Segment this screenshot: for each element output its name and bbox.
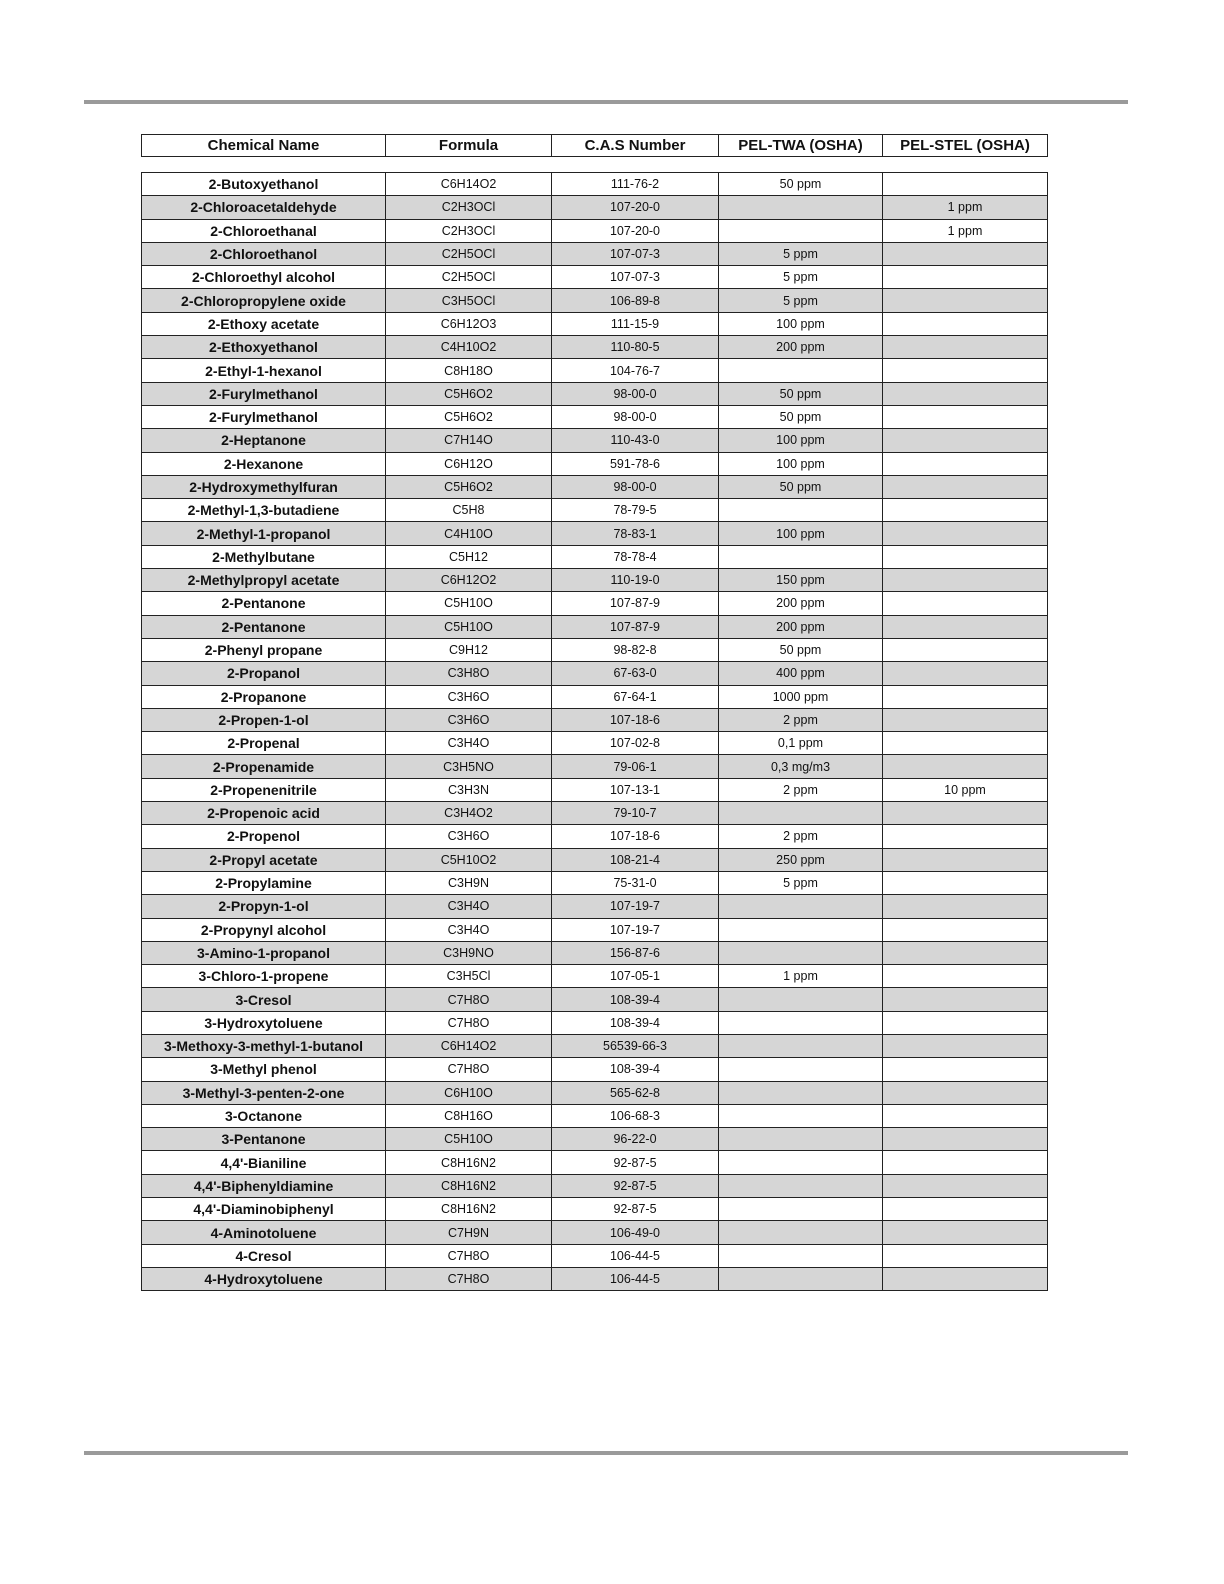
pel-stel-cell bbox=[883, 1034, 1048, 1057]
pel-twa-cell bbox=[719, 1151, 883, 1174]
chemical-name-cell: 4,4'-Bianiline bbox=[142, 1151, 386, 1174]
cas-number-cell: 96-22-0 bbox=[552, 1128, 719, 1151]
chemical-name-cell: 3-Methyl-3-penten-2-one bbox=[142, 1081, 386, 1104]
chemical-name-cell: 2-Chloroethyl alcohol bbox=[142, 266, 386, 289]
pel-twa-cell bbox=[719, 1128, 883, 1151]
pel-twa-cell: 2 ppm bbox=[719, 825, 883, 848]
pel-twa-cell bbox=[719, 941, 883, 964]
table-row bbox=[142, 871, 1048, 894]
formula-cell: C3H4O bbox=[386, 732, 552, 755]
cas-number-cell: 106-89-8 bbox=[552, 289, 719, 312]
cas-number-cell: 107-07-3 bbox=[552, 266, 719, 289]
formula-cell: C3H5Cl bbox=[386, 965, 552, 988]
pel-stel-cell: 10 ppm bbox=[883, 778, 1048, 801]
pel-stel-cell bbox=[883, 522, 1048, 545]
pel-stel-cell bbox=[883, 732, 1048, 755]
chemical-name-cell: 2-Propenol bbox=[142, 825, 386, 848]
formula-cell: C4H10O2 bbox=[386, 336, 552, 359]
chemical-name-cell: 2-Propanone bbox=[142, 685, 386, 708]
table-row bbox=[142, 965, 1048, 988]
cas-number-cell: 110-80-5 bbox=[552, 336, 719, 359]
cas-number-cell: 107-05-1 bbox=[552, 965, 719, 988]
cas-number-cell: 79-06-1 bbox=[552, 755, 719, 778]
table-row bbox=[142, 755, 1048, 778]
pel-stel-cell bbox=[883, 965, 1048, 988]
pel-stel-cell bbox=[883, 941, 1048, 964]
table-row bbox=[142, 499, 1048, 522]
cas-number-cell: 111-15-9 bbox=[552, 312, 719, 335]
chemical-name-cell: 2-Methylbutane bbox=[142, 545, 386, 568]
table-header bbox=[141, 134, 1048, 157]
pel-twa-cell bbox=[719, 1058, 883, 1081]
table-row bbox=[142, 941, 1048, 964]
table-row bbox=[142, 1011, 1048, 1034]
pel-twa-cell: 150 ppm bbox=[719, 569, 883, 592]
pel-twa-cell bbox=[719, 1244, 883, 1267]
formula-cell: C7H14O bbox=[386, 429, 552, 452]
table-row bbox=[142, 1221, 1048, 1244]
cas-number-cell: 108-21-4 bbox=[552, 848, 719, 871]
cas-number-cell: 107-20-0 bbox=[552, 196, 719, 219]
formula-cell: C8H16N2 bbox=[386, 1198, 552, 1221]
chemical-name-cell: 4,4'-Biphenyldiamine bbox=[142, 1174, 386, 1197]
pel-stel-cell bbox=[883, 592, 1048, 615]
table-row bbox=[142, 1128, 1048, 1151]
cas-number-cell: 98-00-0 bbox=[552, 405, 719, 428]
formula-cell: C5H10O bbox=[386, 615, 552, 638]
cas-number-cell: 108-39-4 bbox=[552, 1058, 719, 1081]
pel-twa-cell bbox=[719, 895, 883, 918]
table-row bbox=[142, 242, 1048, 265]
pel-stel-cell bbox=[883, 1128, 1048, 1151]
formula-cell: C6H10O bbox=[386, 1081, 552, 1104]
pel-twa-cell: 400 ppm bbox=[719, 662, 883, 685]
header-pel-stel: PEL-STEL (OSHA) bbox=[883, 135, 1048, 157]
formula-cell: C5H10O bbox=[386, 592, 552, 615]
table-row bbox=[142, 1081, 1048, 1104]
cas-number-cell: 106-44-5 bbox=[552, 1244, 719, 1267]
table-row bbox=[142, 685, 1048, 708]
chemical-name-cell: 2-Propen-1-ol bbox=[142, 708, 386, 731]
pel-stel-cell bbox=[883, 1174, 1048, 1197]
formula-cell: C6H12O bbox=[386, 452, 552, 475]
table-row bbox=[142, 312, 1048, 335]
cas-number-cell: 92-87-5 bbox=[552, 1151, 719, 1174]
cas-number-cell: 107-20-0 bbox=[552, 219, 719, 242]
cas-number-cell: 107-02-8 bbox=[552, 732, 719, 755]
pel-stel-cell bbox=[883, 1081, 1048, 1104]
cas-number-cell: 67-64-1 bbox=[552, 685, 719, 708]
pel-twa-cell: 200 ppm bbox=[719, 615, 883, 638]
table-row bbox=[142, 732, 1048, 755]
chemical-name-cell: 2-Methylpropyl acetate bbox=[142, 569, 386, 592]
pel-twa-cell: 50 ppm bbox=[719, 382, 883, 405]
pel-twa-cell: 0,1 ppm bbox=[719, 732, 883, 755]
header-pel-twa: PEL-TWA (OSHA) bbox=[719, 135, 883, 157]
table-row bbox=[142, 1174, 1048, 1197]
pel-twa-cell: 1 ppm bbox=[719, 965, 883, 988]
cas-number-cell: 106-49-0 bbox=[552, 1221, 719, 1244]
pel-stel-cell bbox=[883, 1151, 1048, 1174]
pel-stel-cell bbox=[883, 708, 1048, 731]
pel-stel-cell bbox=[883, 988, 1048, 1011]
pel-twa-cell: 2 ppm bbox=[719, 778, 883, 801]
pel-stel-cell bbox=[883, 802, 1048, 825]
table-row bbox=[142, 592, 1048, 615]
table-row bbox=[142, 1058, 1048, 1081]
bottom-rule bbox=[84, 1451, 1128, 1455]
pel-twa-cell bbox=[719, 918, 883, 941]
table-row bbox=[142, 429, 1048, 452]
cas-number-cell: 107-87-9 bbox=[552, 592, 719, 615]
formula-cell: C7H8O bbox=[386, 1267, 552, 1290]
cas-number-cell: 107-13-1 bbox=[552, 778, 719, 801]
chemical-name-cell: 2-Chloroethanol bbox=[142, 242, 386, 265]
chemical-name-cell: 2-Propenal bbox=[142, 732, 386, 755]
chemical-name-cell: 2-Heptanone bbox=[142, 429, 386, 452]
cas-number-cell: 67-63-0 bbox=[552, 662, 719, 685]
table-row bbox=[142, 1267, 1048, 1290]
pel-twa-cell: 100 ppm bbox=[719, 429, 883, 452]
table-row bbox=[142, 1034, 1048, 1057]
table-row bbox=[142, 895, 1048, 918]
table-row bbox=[142, 988, 1048, 1011]
table-row bbox=[142, 219, 1048, 242]
chemical-name-cell: 4-Cresol bbox=[142, 1244, 386, 1267]
formula-cell: C7H8O bbox=[386, 1244, 552, 1267]
chemical-name-cell: 2-Pentanone bbox=[142, 592, 386, 615]
table-row bbox=[142, 638, 1048, 661]
pel-twa-cell: 2 ppm bbox=[719, 708, 883, 731]
table-row bbox=[142, 452, 1048, 475]
chemical-name-cell: 2-Propenoic acid bbox=[142, 802, 386, 825]
pel-twa-cell: 100 ppm bbox=[719, 452, 883, 475]
pel-stel-cell bbox=[883, 685, 1048, 708]
chemical-name-cell: 4-Hydroxytoluene bbox=[142, 1267, 386, 1290]
formula-cell: C6H14O2 bbox=[386, 173, 552, 196]
formula-cell: C4H10O bbox=[386, 522, 552, 545]
cas-number-cell: 92-87-5 bbox=[552, 1198, 719, 1221]
chemical-name-cell: 2-Furylmethanol bbox=[142, 405, 386, 428]
table-row bbox=[142, 522, 1048, 545]
top-rule bbox=[84, 100, 1128, 104]
formula-cell: C8H16N2 bbox=[386, 1151, 552, 1174]
pel-twa-cell: 200 ppm bbox=[719, 592, 883, 615]
table-row bbox=[142, 475, 1048, 498]
table-row bbox=[142, 545, 1048, 568]
cas-number-cell: 104-76-7 bbox=[552, 359, 719, 382]
pel-stel-cell bbox=[883, 266, 1048, 289]
formula-cell: C8H16N2 bbox=[386, 1174, 552, 1197]
pel-twa-cell bbox=[719, 1081, 883, 1104]
pel-stel-cell bbox=[883, 848, 1048, 871]
table-row bbox=[142, 359, 1048, 382]
pel-stel-cell bbox=[883, 173, 1048, 196]
cas-number-cell: 75-31-0 bbox=[552, 871, 719, 894]
table-row bbox=[142, 569, 1048, 592]
header-chemical-name: Chemical Name bbox=[142, 135, 386, 157]
cas-number-cell: 107-19-7 bbox=[552, 895, 719, 918]
formula-cell: C2H3OCl bbox=[386, 196, 552, 219]
pel-stel-cell bbox=[883, 895, 1048, 918]
cas-number-cell: 78-78-4 bbox=[552, 545, 719, 568]
chemical-name-cell: 2-Methyl-1,3-butadiene bbox=[142, 499, 386, 522]
cas-number-cell: 98-00-0 bbox=[552, 475, 719, 498]
chemical-name-cell: 3-Octanone bbox=[142, 1104, 386, 1127]
chemical-name-cell: 2-Propanol bbox=[142, 662, 386, 685]
formula-cell: C2H5OCl bbox=[386, 266, 552, 289]
chemical-name-cell: 2-Ethoxyethanol bbox=[142, 336, 386, 359]
formula-cell: C7H9N bbox=[386, 1221, 552, 1244]
cas-number-cell: 78-79-5 bbox=[552, 499, 719, 522]
pel-twa-cell: 100 ppm bbox=[719, 312, 883, 335]
pel-twa-cell bbox=[719, 1011, 883, 1034]
chemical-name-cell: 2-Chloropropylene oxide bbox=[142, 289, 386, 312]
cas-number-cell: 92-87-5 bbox=[552, 1174, 719, 1197]
pel-twa-cell bbox=[719, 499, 883, 522]
formula-cell: C3H4O bbox=[386, 895, 552, 918]
table-row bbox=[142, 802, 1048, 825]
pel-stel-cell bbox=[883, 382, 1048, 405]
chemical-name-cell: 2-Chloroethanal bbox=[142, 219, 386, 242]
pel-twa-cell: 0,3 mg/m3 bbox=[719, 755, 883, 778]
formula-cell: C5H6O2 bbox=[386, 405, 552, 428]
pel-twa-cell: 50 ppm bbox=[719, 405, 883, 428]
pel-stel-cell bbox=[883, 615, 1048, 638]
formula-cell: C3H6O bbox=[386, 708, 552, 731]
cas-number-cell: 107-18-6 bbox=[552, 708, 719, 731]
pel-twa-cell: 200 ppm bbox=[719, 336, 883, 359]
pel-twa-cell bbox=[719, 219, 883, 242]
pel-twa-cell: 50 ppm bbox=[719, 638, 883, 661]
pel-twa-cell: 100 ppm bbox=[719, 522, 883, 545]
pel-twa-cell bbox=[719, 1104, 883, 1127]
pel-stel-cell bbox=[883, 871, 1048, 894]
chemical-name-cell: 4-Aminotoluene bbox=[142, 1221, 386, 1244]
pel-stel-cell bbox=[883, 312, 1048, 335]
chemical-name-cell: 2-Pentanone bbox=[142, 615, 386, 638]
table-row bbox=[142, 778, 1048, 801]
pel-stel-cell bbox=[883, 1058, 1048, 1081]
formula-cell: C3H8O bbox=[386, 662, 552, 685]
table-row bbox=[142, 848, 1048, 871]
pel-stel-cell bbox=[883, 475, 1048, 498]
formula-cell: C3H4O bbox=[386, 918, 552, 941]
formula-cell: C6H12O3 bbox=[386, 312, 552, 335]
pel-twa-cell: 5 ppm bbox=[719, 266, 883, 289]
formula-cell: C7H8O bbox=[386, 988, 552, 1011]
pel-stel-cell bbox=[883, 405, 1048, 428]
chemical-name-cell: 3-Chloro-1-propene bbox=[142, 965, 386, 988]
table-row bbox=[142, 1151, 1048, 1174]
cas-number-cell: 98-82-8 bbox=[552, 638, 719, 661]
chemical-name-cell: 2-Furylmethanol bbox=[142, 382, 386, 405]
pel-twa-cell: 50 ppm bbox=[719, 475, 883, 498]
chemical-name-cell: 3-Hydroxytoluene bbox=[142, 1011, 386, 1034]
pel-stel-cell bbox=[883, 429, 1048, 452]
header-formula: Formula bbox=[386, 135, 552, 157]
chemical-name-cell: 2-Ethoxy acetate bbox=[142, 312, 386, 335]
table-row bbox=[142, 289, 1048, 312]
cas-number-cell: 156-87-6 bbox=[552, 941, 719, 964]
cas-number-cell: 591-78-6 bbox=[552, 452, 719, 475]
table-row bbox=[142, 825, 1048, 848]
cas-number-cell: 107-19-7 bbox=[552, 918, 719, 941]
chemical-name-cell: 2-Chloroacetaldehyde bbox=[142, 196, 386, 219]
table-row bbox=[142, 615, 1048, 638]
chemical-name-cell: 2-Propylamine bbox=[142, 871, 386, 894]
chemical-table bbox=[141, 172, 1048, 1291]
formula-cell: C3H4O2 bbox=[386, 802, 552, 825]
pel-twa-cell bbox=[719, 196, 883, 219]
table-row bbox=[142, 918, 1048, 941]
pel-stel-cell bbox=[883, 755, 1048, 778]
formula-cell: C5H10O2 bbox=[386, 848, 552, 871]
chemical-name-cell: 2-Hexanone bbox=[142, 452, 386, 475]
cas-number-cell: 107-87-9 bbox=[552, 615, 719, 638]
formula-cell: C3H6O bbox=[386, 825, 552, 848]
chemical-name-cell: 3-Cresol bbox=[142, 988, 386, 1011]
formula-cell: C5H10O bbox=[386, 1128, 552, 1151]
pel-twa-cell: 5 ppm bbox=[719, 242, 883, 265]
chemical-name-cell: 2-Ethyl-1-hexanol bbox=[142, 359, 386, 382]
pel-twa-cell bbox=[719, 1198, 883, 1221]
cas-number-cell: 106-68-3 bbox=[552, 1104, 719, 1127]
cas-number-cell: 565-62-8 bbox=[552, 1081, 719, 1104]
formula-cell: C5H12 bbox=[386, 545, 552, 568]
chemical-name-cell: 3-Methoxy-3-methyl-1-butanol bbox=[142, 1034, 386, 1057]
table-row bbox=[142, 1198, 1048, 1221]
chemical-name-cell: 2-Hydroxymethylfuran bbox=[142, 475, 386, 498]
formula-cell: C3H5NO bbox=[386, 755, 552, 778]
formula-cell: C3H5OCl bbox=[386, 289, 552, 312]
pel-twa-cell bbox=[719, 1267, 883, 1290]
pel-twa-cell bbox=[719, 1221, 883, 1244]
chemical-name-cell: 2-Methyl-1-propanol bbox=[142, 522, 386, 545]
cas-number-cell: 107-18-6 bbox=[552, 825, 719, 848]
table-row bbox=[142, 1104, 1048, 1127]
formula-cell: C9H12 bbox=[386, 638, 552, 661]
table-row bbox=[142, 266, 1048, 289]
chemical-name-cell: 2-Propenamide bbox=[142, 755, 386, 778]
formula-cell: C5H6O2 bbox=[386, 382, 552, 405]
pel-stel-cell bbox=[883, 662, 1048, 685]
pel-stel-cell: 1 ppm bbox=[883, 219, 1048, 242]
table-row bbox=[142, 173, 1048, 196]
pel-stel-cell bbox=[883, 1104, 1048, 1127]
pel-stel-cell bbox=[883, 1221, 1048, 1244]
cas-number-cell: 107-07-3 bbox=[552, 242, 719, 265]
pel-twa-cell: 5 ppm bbox=[719, 289, 883, 312]
chemical-name-cell: 4,4'-Diaminobiphenyl bbox=[142, 1198, 386, 1221]
cas-number-cell: 79-10-7 bbox=[552, 802, 719, 825]
pel-stel-cell bbox=[883, 336, 1048, 359]
chemical-name-cell: 2-Propyl acetate bbox=[142, 848, 386, 871]
cas-number-cell: 56539-66-3 bbox=[552, 1034, 719, 1057]
formula-cell: C5H8 bbox=[386, 499, 552, 522]
formula-cell: C3H9N bbox=[386, 871, 552, 894]
pel-stel-cell bbox=[883, 569, 1048, 592]
pel-twa-cell bbox=[719, 545, 883, 568]
pel-twa-cell bbox=[719, 988, 883, 1011]
chemical-name-cell: 3-Methyl phenol bbox=[142, 1058, 386, 1081]
cas-number-cell: 108-39-4 bbox=[552, 988, 719, 1011]
formula-cell: C7H8O bbox=[386, 1058, 552, 1081]
table-row bbox=[142, 405, 1048, 428]
pel-twa-cell: 50 ppm bbox=[719, 173, 883, 196]
formula-cell: C3H3N bbox=[386, 778, 552, 801]
pel-stel-cell bbox=[883, 242, 1048, 265]
pel-twa-cell bbox=[719, 1034, 883, 1057]
formula-cell: C6H14O2 bbox=[386, 1034, 552, 1057]
chemical-name-cell: 2-Propynyl alcohol bbox=[142, 918, 386, 941]
cas-number-cell: 106-44-5 bbox=[552, 1267, 719, 1290]
table-row bbox=[142, 1244, 1048, 1267]
formula-cell: C2H3OCl bbox=[386, 219, 552, 242]
pel-twa-cell bbox=[719, 802, 883, 825]
pel-stel-cell bbox=[883, 289, 1048, 312]
pel-stel-cell bbox=[883, 499, 1048, 522]
header-row bbox=[142, 135, 1048, 157]
chemical-name-cell: 3-Amino-1-propanol bbox=[142, 941, 386, 964]
pel-stel-cell: 1 ppm bbox=[883, 196, 1048, 219]
chemical-name-cell: 3-Pentanone bbox=[142, 1128, 386, 1151]
chemical-table-body bbox=[142, 173, 1048, 1291]
pel-twa-cell bbox=[719, 359, 883, 382]
formula-cell: C3H6O bbox=[386, 685, 552, 708]
pel-twa-cell: 1000 ppm bbox=[719, 685, 883, 708]
chemical-name-cell: 2-Propyn-1-ol bbox=[142, 895, 386, 918]
pel-stel-cell bbox=[883, 1011, 1048, 1034]
formula-cell: C8H18O bbox=[386, 359, 552, 382]
pel-twa-cell: 250 ppm bbox=[719, 848, 883, 871]
formula-cell: C8H16O bbox=[386, 1104, 552, 1127]
table-row bbox=[142, 382, 1048, 405]
formula-cell: C7H8O bbox=[386, 1011, 552, 1034]
pel-stel-cell bbox=[883, 918, 1048, 941]
chemical-name-cell: 2-Butoxyethanol bbox=[142, 173, 386, 196]
table-row bbox=[142, 196, 1048, 219]
pel-stel-cell bbox=[883, 1244, 1048, 1267]
table-row bbox=[142, 708, 1048, 731]
chemical-name-cell: 2-Phenyl propane bbox=[142, 638, 386, 661]
cas-number-cell: 111-76-2 bbox=[552, 173, 719, 196]
pel-stel-cell bbox=[883, 638, 1048, 661]
formula-cell: C6H12O2 bbox=[386, 569, 552, 592]
pel-stel-cell bbox=[883, 452, 1048, 475]
pel-twa-cell bbox=[719, 1174, 883, 1197]
pel-twa-cell: 5 ppm bbox=[719, 871, 883, 894]
pel-stel-cell bbox=[883, 545, 1048, 568]
cas-number-cell: 78-83-1 bbox=[552, 522, 719, 545]
pel-stel-cell bbox=[883, 825, 1048, 848]
formula-cell: C5H6O2 bbox=[386, 475, 552, 498]
pel-stel-cell bbox=[883, 1267, 1048, 1290]
cas-number-cell: 98-00-0 bbox=[552, 382, 719, 405]
cas-number-cell: 110-43-0 bbox=[552, 429, 719, 452]
cas-number-cell: 110-19-0 bbox=[552, 569, 719, 592]
table-row bbox=[142, 336, 1048, 359]
pel-stel-cell bbox=[883, 1198, 1048, 1221]
chemical-name-cell: 2-Propenenitrile bbox=[142, 778, 386, 801]
formula-cell: C2H5OCl bbox=[386, 242, 552, 265]
cas-number-cell: 108-39-4 bbox=[552, 1011, 719, 1034]
header-cas-number: C.A.S Number bbox=[552, 135, 719, 157]
table-row bbox=[142, 662, 1048, 685]
formula-cell: C3H9NO bbox=[386, 941, 552, 964]
pel-stel-cell bbox=[883, 359, 1048, 382]
